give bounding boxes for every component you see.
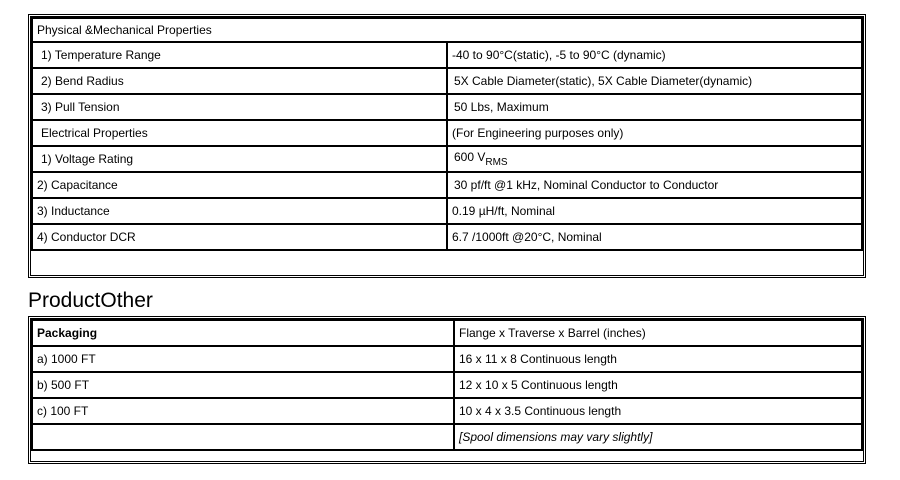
row-value: 12 x 10 x 5 Continuous length [454, 372, 862, 398]
row-label: 2) Bend Radius [32, 68, 447, 94]
voltage-value: 600 V [454, 150, 486, 164]
row-label: 2) Capacitance [32, 172, 447, 198]
table-row [32, 172, 862, 198]
row-value: 10 x 4 x 3.5 Continuous length [454, 398, 862, 424]
row-label: 1) Voltage Rating [32, 146, 447, 172]
table-row [32, 198, 862, 224]
table-row [32, 146, 862, 172]
section-label: Electrical Properties [32, 120, 447, 146]
row-label: 3) Pull Tension [32, 94, 447, 120]
row-label: a) 1000 FT [32, 346, 454, 372]
row-label: 4) Conductor DCR [32, 224, 447, 250]
row-value: 50 Lbs, Maximum [447, 94, 862, 120]
packaging-header: Packaging [32, 320, 454, 346]
packaging-table [28, 316, 866, 464]
row-label: b) 500 FT [32, 372, 454, 398]
table-header: Physical &Mechanical Properties [32, 18, 862, 42]
table-row [32, 42, 862, 68]
table-row [32, 224, 862, 250]
row-label: 3) Inductance [32, 198, 447, 224]
table-row [32, 120, 862, 146]
table-row [32, 94, 862, 120]
table-row [32, 346, 862, 372]
table-row [32, 372, 862, 398]
row-value: 6.7 /1000ft @20°C, Nominal [447, 224, 862, 250]
table-header-row [32, 320, 862, 346]
voltage-subscript: RMS [485, 157, 508, 168]
row-label: c) 100 FT [32, 398, 454, 424]
table-row [32, 68, 862, 94]
physical-mechanical-properties-table [28, 14, 866, 278]
row-label [32, 424, 454, 450]
row-value: 5X Cable Diameter(static), 5X Cable Diameter(dynamic) [447, 68, 862, 94]
section-title: ProductOther [28, 289, 153, 312]
footnote: [Spool dimensions may vary slightly] [454, 424, 862, 450]
row-value: 30 pf/ft @1 kHz, Nominal Conductor to Conductor [447, 172, 862, 198]
table-row [32, 424, 862, 450]
row-value: -40 to 90°C(static), -5 to 90°C (dynamic) [447, 42, 862, 68]
row-value: 16 x 11 x 8 Continuous length [454, 346, 862, 372]
table-row [32, 398, 862, 424]
row-value: 0.19 µH/ft, Nominal [447, 198, 862, 224]
row-label: 1) Temperature Range [32, 42, 447, 68]
dimensions-header: Flange x Traverse x Barrel (inches) [454, 320, 862, 346]
section-note: (For Engineering purposes only) [447, 120, 862, 146]
row-value [447, 146, 862, 172]
